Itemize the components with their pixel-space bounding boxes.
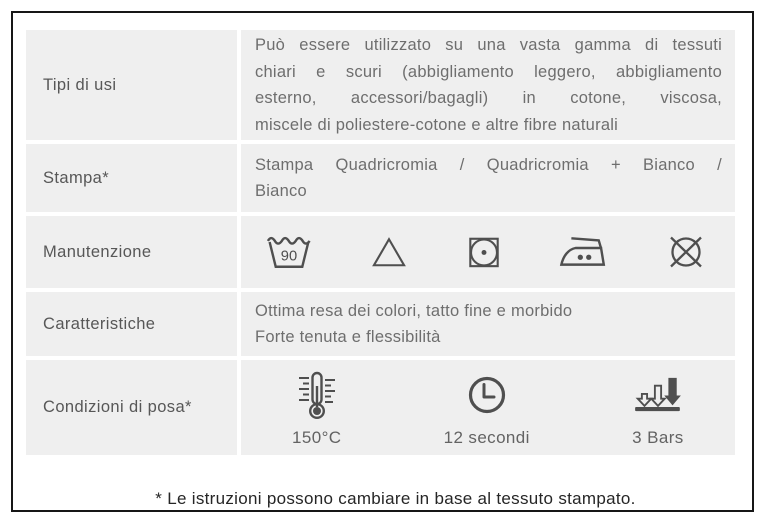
row-content: [241, 144, 735, 212]
content-line: Forte tenuta e flessibilità: [255, 328, 441, 346]
content-line: esterno, accessori/bagagli) in cotone, viscosa,: [255, 89, 722, 107]
row-content: [241, 292, 735, 356]
pressure-value: 3 Bars: [632, 427, 684, 447]
table-row-caratteristiche: [26, 292, 735, 356]
condition-temperature: [292, 366, 341, 451]
time-value: 12 secondi: [443, 427, 530, 447]
table-row-stampa: [26, 144, 735, 212]
outer-border-frame: [11, 11, 754, 512]
row-label: [26, 360, 237, 455]
row-label: [26, 292, 237, 356]
content-line: Ottima resa dei colori, tatto fine e morbido: [255, 301, 573, 320]
content-line: Bianco: [255, 182, 307, 200]
content-line: Può essere utilizzato su una vasta gamma di tessuti: [255, 36, 722, 54]
wash-90-icon: [263, 232, 315, 272]
bleach-triangle-icon: [368, 232, 410, 272]
row-content: [241, 216, 735, 288]
row-label-text: Manutenzione: [43, 242, 152, 261]
no-dry-clean-icon: [664, 232, 708, 272]
tumble-dry-dot-icon: [463, 232, 505, 272]
row-label-text: Tipi di usi: [43, 75, 117, 94]
row-label-text: Condizioni di posa*: [43, 398, 192, 416]
row-content: [241, 30, 735, 140]
table-row-tipi-di-usi: [26, 30, 735, 140]
row-label: [26, 30, 237, 140]
footnote: * Le istruzioni possono cambiare in base al tessuto stampato.: [155, 489, 636, 508]
content-line: miscele di poliestere-cotone e altre fibre naturali: [255, 115, 619, 134]
pressure-icon: [632, 369, 684, 421]
svg-text:90: 90: [280, 248, 298, 265]
row-content: [241, 360, 735, 455]
temperature-value: 150°C: [292, 427, 342, 447]
spec-table: [26, 30, 735, 459]
content-line: chiari e scuri (abbigliamento leggero, abbigliamento: [255, 62, 722, 81]
thermometer-icon: [293, 369, 341, 421]
row-label-text: Caratteristiche: [43, 314, 156, 333]
row-label: [26, 144, 237, 212]
row-label-text: Stampa*: [43, 168, 110, 187]
iron-two-dots-icon: [557, 232, 611, 272]
condition-time: [444, 366, 530, 451]
table-row-condizioni-di-posa: [26, 360, 735, 455]
clock-icon: [463, 369, 511, 421]
condition-pressure: [632, 366, 684, 451]
content-line: Stampa Quadricromia / Quadricromia + Bianco /: [255, 155, 722, 174]
row-label: [26, 216, 237, 288]
table-row-manutenzione: [26, 216, 735, 288]
